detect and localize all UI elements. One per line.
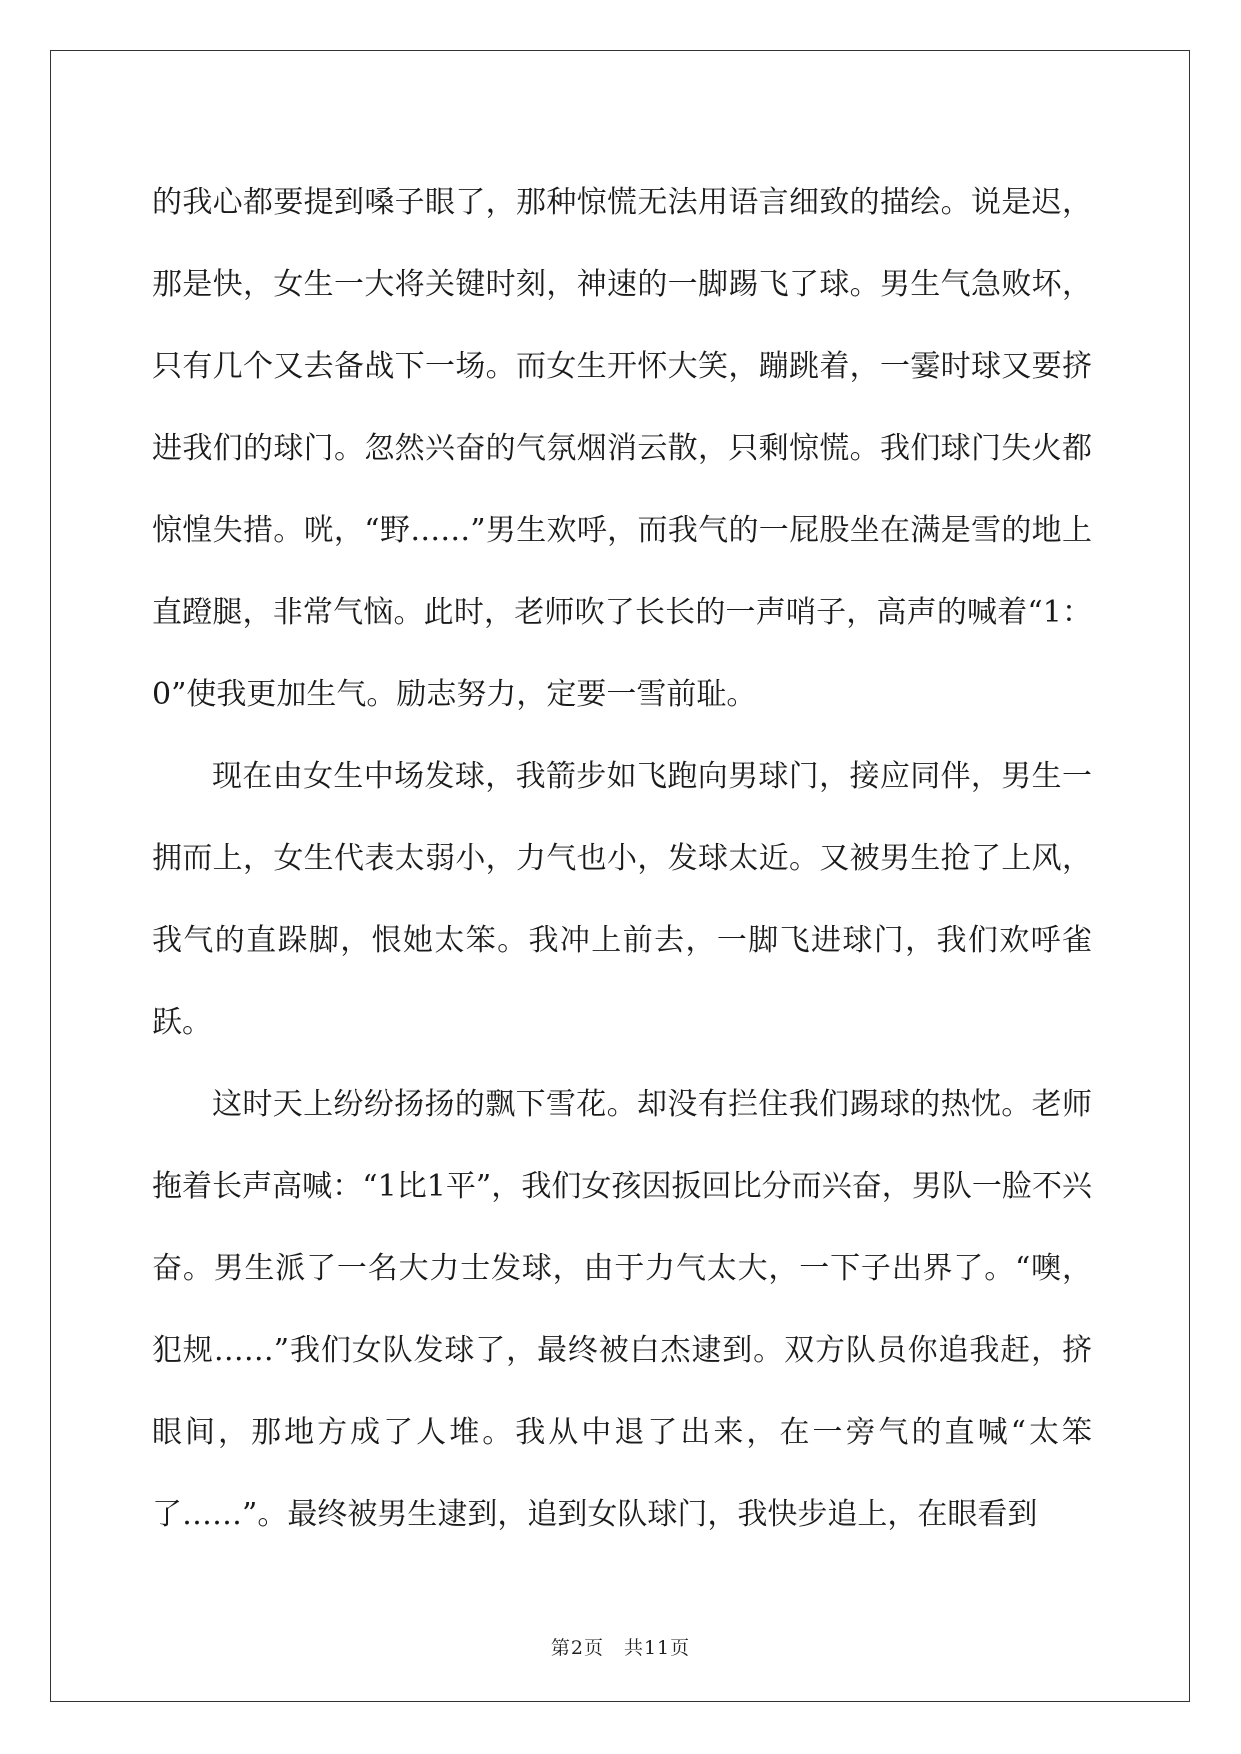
document-body [152,162,1092,1556]
paragraph-1: 的我心都要提到嗓子眼了，那种惊慌无法用语言细致的描绘。说是迟，那是快，女生一大将关键时刻，神速的一脚踢飞了球。男生气急败坏，只有几个又去备战下一场。而女生开怀大笑，蹦跳着，一霎时球又要挤进我们的球门。忽然兴奋的气氛烟消云散，只剩惊慌。我们球门失火都惊惶失措。咣，“野……”男生欢呼，而我气的一屁股坐在满是雪的地上直蹬腿，非常气恼。此时，老师吹了长长的一声哨子，高声的喊着“1：0”使我更加生气。励志努力，定要一雪前耻。 [152,185,1092,712]
page-number-footer: 第2页 共11页 [550,1637,691,1659]
paragraph-2: 现在由女生中场发球，我箭步如飞跑向男球门，接应同伴，男生一拥而上，女生代表太弱小，力气也小，发球太近。又被男生抢了上风，我气的直跺脚，恨她太笨。我冲上前去，一脚飞进球门，我们欢呼雀跃。 [152,759,1092,1040]
paragraph-3: 这时天上纷纷扬扬的飘下雪花。却没有拦住我们踢球的热忱。老师拖着长声高喊：“1比1平”，我们女孩因扳回比分而兴奋，男队一脸不兴奋。男生派了一名大力士发球，由于力气太大，一下子出界了。“噢，犯规……”我们女队发球了，最终被白杰逮到。双方队员你追我赶，挤眼间，那地方成了人堆。我从中退了出来，在一旁气的直喊“太笨了……”。最终被男生逮到，追到女队球门，我快步追上，在眼看到 [152,1087,1092,1532]
